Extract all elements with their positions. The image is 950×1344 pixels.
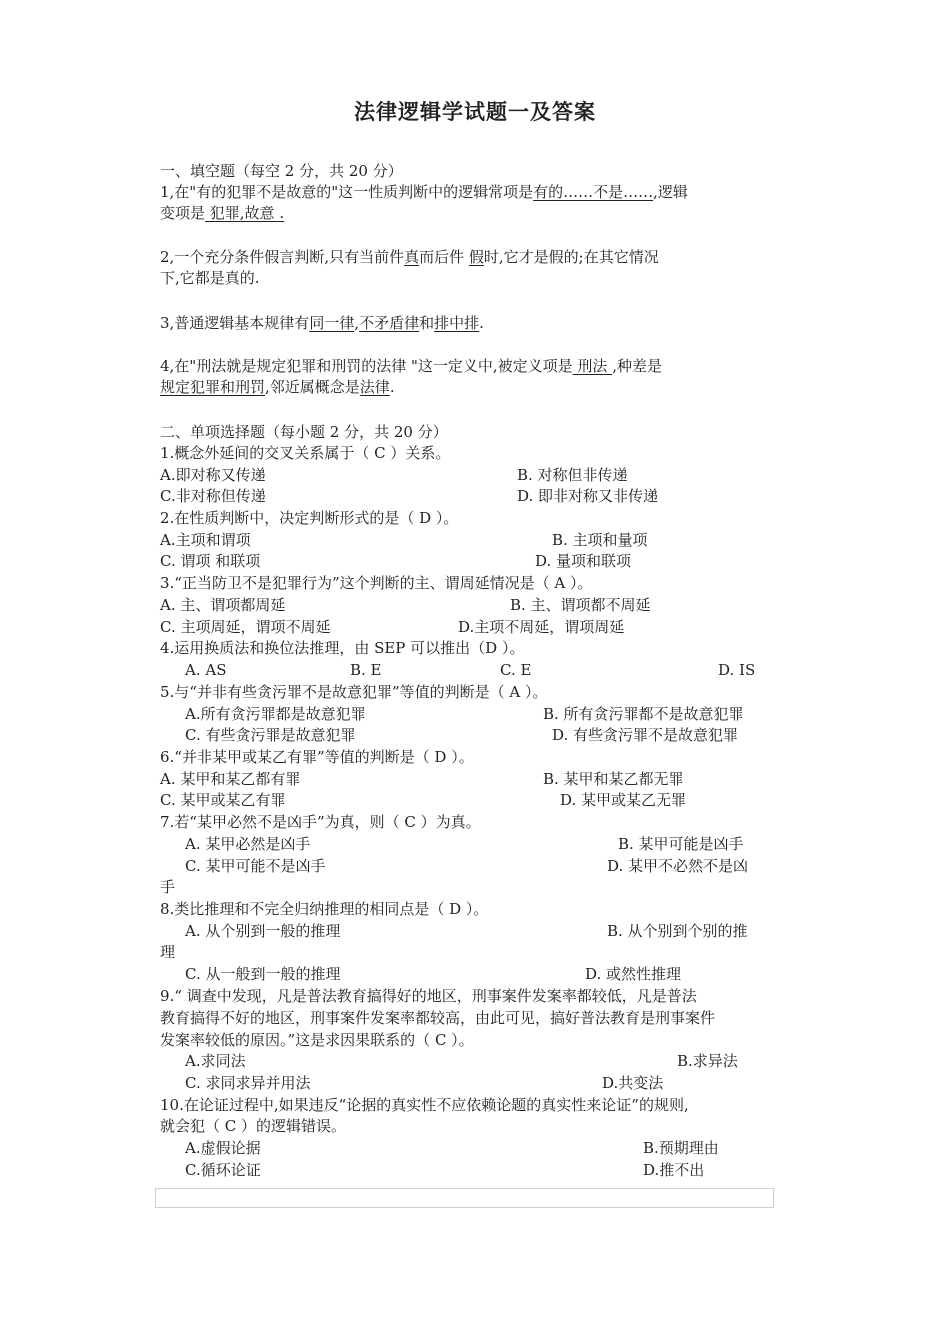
fill-q4-answer-differentia: 规定犯罪和刑罚 (160, 378, 266, 396)
mc-q9-option-b: B.求异法 (677, 1052, 738, 1070)
fill-q3-text-e: 和 (419, 314, 435, 332)
mc-q8-option-b-wrap: 理 (160, 943, 176, 961)
mc-q4-option-a: A. AS (185, 661, 227, 679)
mc-q10-option-d: D.推不出 (643, 1161, 705, 1179)
mc-q5-stem: 5.与“并非有些贪污罪不是故意犯罪”等值的判断是（ A ）。 (160, 683, 548, 701)
mc-q2-option-d: D. 量项和联项 (535, 552, 632, 570)
mc-q7-option-a: A. 某甲必然是凶手 (185, 835, 311, 853)
mc-q7-option-d-wrap: 手 (160, 878, 176, 896)
fill-q4-answer-genus: 法律 (359, 378, 390, 396)
fill-q2-text-a: 2,一个充分条件假言判断,只有当前件 (160, 248, 405, 266)
mc-q3-option-d: D.主项不周延，谓项周延 (458, 618, 625, 636)
mc-q3-option-c: C. 主项周延，谓项不周延 (160, 618, 331, 636)
mc-q10-option-a: A.虚假论据 (185, 1139, 261, 1157)
mc-q1-option-b: B. 对称但非传递 (517, 466, 628, 484)
fill-q4-line2 (160, 377, 395, 397)
mc-q1-option-a: A.即对称又传递 (160, 466, 266, 484)
fill-q3-answer-1: 同一律 (309, 314, 355, 332)
fill-q1-text-a: 1,在"有的犯罪不是故意的"这一性质判断中的逻辑常项是 (160, 183, 534, 201)
fill-q3-text-c: , (354, 314, 360, 332)
fill-q4-text-e: ,邻近属概念是 (265, 378, 360, 396)
page-footer-box (155, 1188, 774, 1208)
mc-q8-option-a: A. 从个别到一般的推理 (185, 922, 341, 940)
fill-q3-answer-2: 不矛盾律 (359, 314, 420, 332)
mc-q9-option-c: C. 求同求异并用法 (185, 1074, 311, 1092)
mc-q8-stem: 8.类比推理和不完全归纳推理的相同点是（ D ）。 (160, 900, 489, 918)
fill-q1-line1 (160, 182, 688, 202)
mc-q8-option-d: D. 或然性推理 (585, 965, 682, 983)
fill-q2-text-e: 时,它才是假的;在其它情况 (483, 248, 659, 266)
mc-q6-option-c: C. 某甲或某乙有罪 (160, 791, 286, 809)
fill-q4-answer-definiendum: 刑法 (572, 357, 613, 375)
fill-q4-text-c: ,种差是 (612, 357, 662, 375)
mc-q8-option-b: B. 从个别到个别的推 (607, 922, 748, 940)
mc-q9-stem-line3: 发案率较低的原因。”这是求因果联系的（ C ）。 (160, 1031, 474, 1049)
mc-q7-option-b: B. 某甲可能是凶手 (618, 835, 744, 853)
mc-q4-option-c: C. E (500, 661, 532, 679)
mc-q5-option-a: A.所有贪污罪都是故意犯罪 (185, 705, 366, 723)
mc-q4-stem: 4.运用换质法和换位法推理，由 SEP 可以推出（D ）。 (160, 639, 525, 657)
mc-q10-option-c: C.循环论证 (185, 1161, 261, 1179)
section-1-heading: 一、填空题（每空 2 分，共 20 分） (160, 162, 403, 180)
fill-q2-text-c: 而后件 (419, 248, 469, 266)
mc-q10-stem-line2: 就会犯（ C ）的逻辑错误。 (160, 1117, 347, 1135)
fill-q2-line2: 下,它都是真的. (160, 269, 260, 287)
fill-q4-line1 (160, 356, 662, 376)
mc-q9-option-a: A.求同法 (185, 1052, 246, 1070)
mc-q8-option-c: C. 从一般到一般的推理 (185, 965, 341, 983)
fill-q3-line1 (160, 313, 484, 333)
mc-q9-option-d: D.共变法 (602, 1074, 664, 1092)
mc-q6-option-a: A. 某甲和某乙都有罪 (160, 770, 301, 788)
mc-q5-option-b: B. 所有贪污罪都不是故意犯罪 (543, 705, 744, 723)
mc-q2-option-a: A.主项和谓项 (160, 531, 251, 549)
fill-q3-answer-3: 排中排 (434, 314, 480, 332)
fill-q2-line1 (160, 247, 659, 267)
mc-q2-option-b: B. 主项和量项 (552, 531, 648, 549)
fill-q2-answer-false: 假 (468, 248, 484, 266)
mc-q10-stem-line1: 10.在论证过程中,如果违反“论据的真实性不应依赖论题的真实性来论证”的规则, (160, 1096, 689, 1114)
mc-q7-option-d: D. 某甲不必然不是凶 (607, 857, 749, 875)
fill-q1-text-d: 变项是 (160, 204, 206, 222)
mc-q6-stem: 6.“并非某甲或某乙有罪”等值的判断是（ D ）。 (160, 748, 474, 766)
mc-q3-option-a: A. 主、谓项都周延 (160, 596, 286, 614)
mc-q5-option-c: C. 有些贪污罪是故意犯罪 (185, 726, 356, 744)
mc-q10-option-b: B.预期理由 (643, 1139, 719, 1157)
fill-q1-answer-constant: 有的……不是…… (533, 183, 654, 201)
section-2-heading: 二、单项选择题（每小题 2 分，共 20 分） (160, 423, 448, 441)
mc-q4-option-b: B. E (350, 661, 382, 679)
mc-q6-option-b: B. 某甲和某乙都无罪 (543, 770, 684, 788)
mc-q9-stem-line2: 教育搞得不好的地区，刑事案件发案率都较高，由此可见，搞好普法教育是刑事案件 (160, 1009, 716, 1027)
mc-q1-stem: 1.概念外延间的交叉关系属于（ C ）关系。 (160, 444, 451, 462)
mc-q2-stem: 2.在性质判断中，决定判断形式的是（ D ）。 (160, 509, 459, 527)
mc-q3-stem: 3.“正当防卫不是犯罪行为”这个判断的主、谓周延情况是（ A ）。 (160, 574, 593, 592)
fill-q1-text-c: ,逻辑 (653, 183, 688, 201)
mc-q2-option-c: C. 谓项 和联项 (160, 552, 261, 570)
mc-q1-option-d: D. 即非对称又非传递 (517, 487, 659, 505)
mc-q7-stem: 7.若“某甲必然不是凶手”为真，则（ C ）为真。 (160, 813, 481, 831)
mc-q6-option-d: D. 某甲或某乙无罪 (560, 791, 687, 809)
fill-q2-answer-true: 真 (404, 248, 420, 266)
mc-q1-option-c: C.非对称但传递 (160, 487, 266, 505)
fill-q1-answer-variables: 犯罪,故意 . (205, 204, 285, 222)
mc-q9-stem-line1: 9.“ 调查中发现，凡是普法教育搞得好的地区，刑事案件发案率都较低，凡是普法 (160, 987, 697, 1005)
document-title: 法律逻辑学试题一及答案 (354, 100, 596, 124)
fill-q4-text-a: 4,在"刑法就是规定犯罪和刑罚的法律 "这一定义中,被定义项是 (160, 357, 573, 375)
mc-q5-option-d: D. 有些贪污罪不是故意犯罪 (552, 726, 739, 744)
mc-q4-option-d: D. IS (718, 661, 756, 679)
fill-q1-line2 (160, 203, 284, 223)
fill-q4-text-g: . (389, 378, 395, 396)
mc-q3-option-b: B. 主、谓项都不周延 (510, 596, 651, 614)
fill-q3-text-a: 3,普通逻辑基本规律有 (160, 314, 310, 332)
mc-q7-option-c: C. 某甲可能不是凶手 (185, 857, 326, 875)
fill-q3-text-g: . (479, 314, 484, 332)
